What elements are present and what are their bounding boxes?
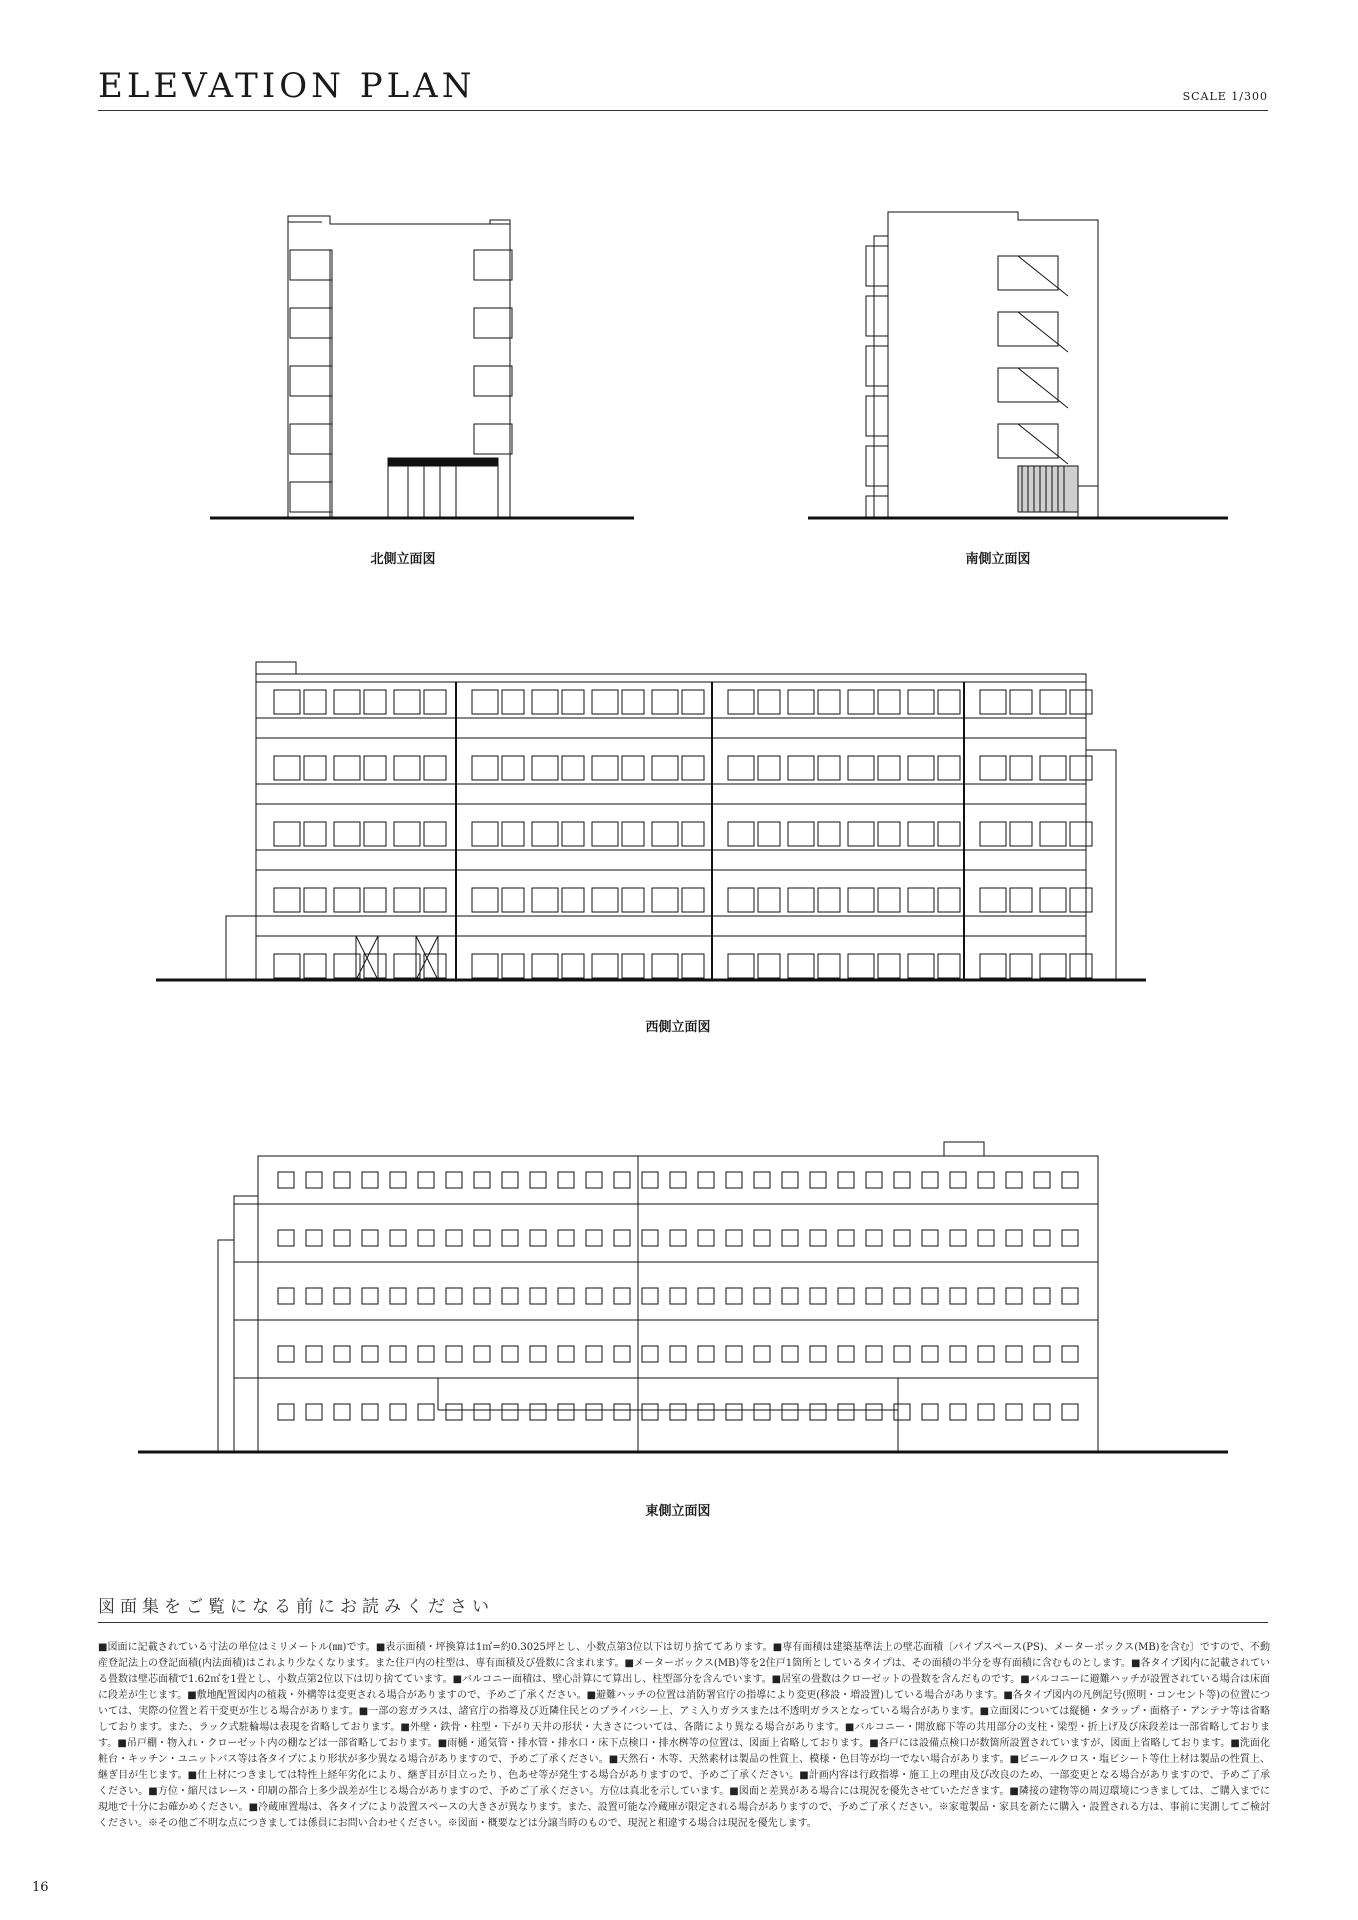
window: [364, 756, 386, 780]
window: [848, 690, 874, 714]
window: [614, 1230, 630, 1246]
window: [682, 690, 704, 714]
window: [334, 690, 360, 714]
window: [758, 690, 780, 714]
window: [502, 1230, 518, 1246]
window: [418, 1404, 434, 1420]
window: [848, 888, 874, 912]
window: [866, 1346, 882, 1362]
window: [754, 1230, 770, 1246]
window: [278, 1288, 294, 1304]
window: [278, 1346, 294, 1362]
window: [950, 1172, 966, 1188]
window: [782, 1230, 798, 1246]
north-elevation-caption: 北側立面図: [370, 552, 436, 567]
notes-title: 図面集をご覧になる前にお読みください: [98, 1597, 494, 1617]
window: [908, 822, 934, 846]
window: [622, 756, 644, 780]
window: [1006, 1288, 1022, 1304]
window: [728, 756, 754, 780]
window: [1034, 1404, 1050, 1420]
window: [614, 1404, 630, 1420]
window: [362, 1404, 378, 1420]
window: [950, 1288, 966, 1304]
window: [670, 1404, 686, 1420]
window: [782, 1172, 798, 1188]
window: [1034, 1230, 1050, 1246]
window: [788, 690, 814, 714]
window: [1040, 822, 1066, 846]
window: [726, 1230, 742, 1246]
window: [530, 1172, 546, 1188]
window: [306, 1172, 322, 1188]
window: [586, 1230, 602, 1246]
window: [698, 1404, 714, 1420]
window: [474, 1346, 490, 1362]
window: [304, 888, 326, 912]
window: [1040, 690, 1066, 714]
window: [394, 756, 420, 780]
window: [390, 1172, 406, 1188]
window: [362, 1230, 378, 1246]
window: [810, 1172, 826, 1188]
window: [1070, 756, 1092, 780]
window: [682, 954, 704, 978]
window: [698, 1346, 714, 1362]
notes-body: ■図面に記載されている寸法の単位はミリメートル(㎜)です。■表示面積・坪換算は1㎡=約0.3025坪とし、小数点第3位以下は切り捨ててあります。■専有面積は建築基準法上の壁芯面積〔パイプスペース(PS)、メーターボックス(MB)を含む〕ですので、不動産登記法上の登記面積(内法面積)はこれより少なくなります。また住戸内の柱型は、専有面積及び畳数に含まれます。■メーターボックス(MB)等を2住戸1箇所としているタイプは、その面積の半分を専有面積に含むものとします。■各タイプ図内に記載されている畳数は壁芯面積で1.62㎡を1畳とし、小数点第2位以下は切り捨てています。■バルコニー面積は、壁心計算にて算出し、柱型部分を含んでいます。■居室の畳数はクローゼットの畳数を含んだものです。■バルコニーに避難ハッチが設置されている場合は床面に段差が生じます。■敷地配置図内の植栽・外構等は変更される場合がありますので、予めご了承ください。■避難ハッチの位置は消防署官庁の指導により変更(移設・増設置)している場合があります。■各タイプ図内の凡例記号(照明・コンセント等)の位置については、実際の位置と若干変更が生じる場合があります。■一部の窓ガラスは、諸官庁の指導及び近隣住民とのプライバシー上、アミ入りガラスまたは不透明ガラスとなっている場合があります。■立面図については縦樋・タラップ・面格子・アンテナ等は省略しております。また、ラック式駐輪場は表現を省略しております。■外壁・鉄骨・柱型・下がり天井の形状・大きさについては、各階により異なる場合があります。■バルコニー・開放廊下等の共用部分の支柱・梁型・折上げ及び床段差は一部省略しております。■吊戸棚・物入れ・クローゼット内の棚などは一部省略しております。■雨樋・通気管・排水管・排水口・床下点検口・排水桝等の位置は、図面上省略しております。■各戸には設備点検口が数箇所設置されていますが、図面上省略しております。■洗面化粧台・キッチン・ユニットバス等は各タイプにより形状が多少異なる場合がありますので、予めご了承ください。■天然石・木等、天然素材は製品の性質上、模様・色目等が均一でない場合があります。■ビニールクロス・塩ビシート等仕上材は製品の性質上、継ぎ目が生じます。■仕上材につきましては特性上経年劣化により、継ぎ目が目立ったり、色あせ等が発生する場合がありますので、予めご了承ください。■計画内容は行政指導・施工上の理由及び改良のため、一部変更となる場合がありますので、予めご了承ください。■方位・縮尺はレース・印刷の都合上多少誤差が生じる場合がありますので、予めご了承ください。方位は真北を示しています。■図面と差異がある場合には現況を優先させていただきます。■隣接の建物等の周辺環境につきましては、ご購入までに現地で十分にお確かめください。■冷蔵庫置場は、各タイプにより設置スペースの大きさが異なります。また、設置可能な冷蔵庫が限定される場合がありますので、予めご了承ください。※家電製品・家具を新たに購入・設置される方は、事前に実測してご検討ください。※その他ご不明な点につきましては係員にお問い合わせください。※図面・概要などは分譲当時のもので、現況と相違する場合は現況を優先します。: [98, 1642, 1270, 1829]
window: [838, 1230, 854, 1246]
window: [1010, 822, 1032, 846]
window: [502, 756, 524, 780]
page-number: 16: [32, 1880, 49, 1895]
window: [978, 1230, 994, 1246]
window: [1070, 888, 1092, 912]
window: [614, 1346, 630, 1362]
window: [614, 1288, 630, 1304]
window: [592, 888, 618, 912]
window: [818, 888, 840, 912]
window: [474, 1172, 490, 1188]
window: [502, 1288, 518, 1304]
window: [562, 822, 584, 846]
window: [532, 822, 558, 846]
window: [622, 822, 644, 846]
window: [978, 1404, 994, 1420]
window: [782, 1288, 798, 1304]
window: [446, 1346, 462, 1362]
window: [978, 1346, 994, 1362]
window: [938, 756, 960, 780]
window: [980, 954, 1006, 978]
window: [980, 888, 1006, 912]
window: [562, 888, 584, 912]
window: [502, 690, 524, 714]
window: [586, 1404, 602, 1420]
window: [908, 690, 934, 714]
window: [950, 1346, 966, 1362]
window: [922, 1288, 938, 1304]
window: [1006, 1346, 1022, 1362]
window: [698, 1172, 714, 1188]
window: [418, 1172, 434, 1188]
window: [530, 1230, 546, 1246]
window: [622, 954, 644, 978]
window: [878, 954, 900, 978]
window: [306, 1346, 322, 1362]
window: [922, 1230, 938, 1246]
window: [592, 954, 618, 978]
window: [418, 1288, 434, 1304]
window: [446, 1288, 462, 1304]
window: [274, 822, 300, 846]
window: [586, 1346, 602, 1362]
window: [334, 756, 360, 780]
window: [1070, 690, 1092, 714]
window: [922, 1172, 938, 1188]
scale-label: SCALE 1/300: [1182, 90, 1268, 103]
window: [390, 1346, 406, 1362]
window: [758, 756, 780, 780]
window: [726, 1404, 742, 1420]
window: [532, 690, 558, 714]
window: [728, 822, 754, 846]
window: [838, 1346, 854, 1362]
window: [562, 756, 584, 780]
window: [978, 1172, 994, 1188]
window: [394, 822, 420, 846]
window: [670, 1172, 686, 1188]
window: [586, 1288, 602, 1304]
window: [758, 888, 780, 912]
window: [1062, 1172, 1078, 1188]
window: [1034, 1288, 1050, 1304]
window: [530, 1288, 546, 1304]
window: [394, 690, 420, 714]
window: [424, 756, 446, 780]
window: [390, 1404, 406, 1420]
window: [530, 1346, 546, 1362]
window: [274, 756, 300, 780]
window: [558, 1346, 574, 1362]
window: [502, 1346, 518, 1362]
window: [472, 756, 498, 780]
window: [938, 954, 960, 978]
window: [558, 1288, 574, 1304]
window: [980, 690, 1006, 714]
window: [978, 1288, 994, 1304]
window: [1062, 1404, 1078, 1420]
window: [562, 954, 584, 978]
window: [908, 888, 934, 912]
window: [502, 1404, 518, 1420]
window: [894, 1230, 910, 1246]
window: [530, 1404, 546, 1420]
window: [878, 822, 900, 846]
window: [642, 1230, 658, 1246]
window: [418, 1230, 434, 1246]
notes-rule: [98, 1622, 1268, 1623]
window: [726, 1346, 742, 1362]
window: [474, 1288, 490, 1304]
window: [274, 888, 300, 912]
window: [474, 1230, 490, 1246]
window: [1040, 888, 1066, 912]
window: [558, 1404, 574, 1420]
window: [652, 756, 678, 780]
window: [894, 1346, 910, 1362]
window: [334, 888, 360, 912]
window: [278, 1230, 294, 1246]
window: [922, 1346, 938, 1362]
west-elevation-drawing: [156, 660, 1146, 980]
window: [1070, 954, 1092, 978]
window: [866, 1404, 882, 1420]
window: [472, 954, 498, 978]
window: [848, 756, 874, 780]
window: [306, 1230, 322, 1246]
window: [980, 822, 1006, 846]
window: [652, 690, 678, 714]
window: [894, 1288, 910, 1304]
window: [614, 1172, 630, 1188]
window: [938, 888, 960, 912]
window: [810, 1404, 826, 1420]
east-elevation-drawing: [138, 1140, 1228, 1460]
window: [304, 822, 326, 846]
west-elevation-caption: 西側立面図: [645, 1020, 711, 1035]
window: [754, 1288, 770, 1304]
window: [728, 690, 754, 714]
window: [390, 1230, 406, 1246]
window: [838, 1288, 854, 1304]
window: [642, 1346, 658, 1362]
window: [502, 1172, 518, 1188]
window: [304, 954, 326, 978]
window: [980, 756, 1006, 780]
window: [938, 690, 960, 714]
window: [838, 1404, 854, 1420]
window: [866, 1230, 882, 1246]
window: [758, 954, 780, 978]
window: [362, 1288, 378, 1304]
window: [818, 756, 840, 780]
window: [1062, 1346, 1078, 1362]
window: [532, 888, 558, 912]
window: [334, 1230, 350, 1246]
window: [362, 1172, 378, 1188]
window: [1010, 954, 1032, 978]
window: [878, 690, 900, 714]
window: [1006, 1172, 1022, 1188]
window: [950, 1404, 966, 1420]
window: [782, 1404, 798, 1420]
window: [670, 1346, 686, 1362]
window: [818, 954, 840, 978]
window: [558, 1230, 574, 1246]
window: [472, 822, 498, 846]
window: [652, 822, 678, 846]
window: [878, 888, 900, 912]
window: [424, 888, 446, 912]
window: [698, 1288, 714, 1304]
window: [334, 1346, 350, 1362]
window: [670, 1230, 686, 1246]
window: [472, 888, 498, 912]
window: [682, 756, 704, 780]
south-elevation-drawing: [808, 196, 1228, 526]
window: [754, 1172, 770, 1188]
window: [622, 690, 644, 714]
window: [558, 1172, 574, 1188]
window: [364, 690, 386, 714]
window: [922, 1404, 938, 1420]
window: [472, 690, 498, 714]
south-elevation-caption: 南側立面図: [965, 552, 1031, 567]
window: [788, 954, 814, 978]
window: [1010, 888, 1032, 912]
window: [532, 756, 558, 780]
window: [1034, 1346, 1050, 1362]
east-elevation-caption: 東側立面図: [645, 1504, 711, 1519]
header-rule: [98, 110, 1268, 111]
window: [642, 1404, 658, 1420]
window: [474, 1404, 490, 1420]
window: [894, 1172, 910, 1188]
window: [278, 1404, 294, 1420]
window: [1070, 822, 1092, 846]
window: [788, 756, 814, 780]
window: [728, 888, 754, 912]
window: [726, 1288, 742, 1304]
window: [698, 1230, 714, 1246]
window: [304, 690, 326, 714]
window: [1062, 1288, 1078, 1304]
window: [818, 690, 840, 714]
window: [278, 1172, 294, 1188]
window: [758, 822, 780, 846]
window: [362, 1346, 378, 1362]
window: [502, 954, 524, 978]
window: [418, 1346, 434, 1362]
window: [866, 1172, 882, 1188]
window: [446, 1404, 462, 1420]
window: [810, 1346, 826, 1362]
window: [502, 888, 524, 912]
window: [754, 1346, 770, 1362]
window: [622, 888, 644, 912]
window: [274, 690, 300, 714]
window: [306, 1404, 322, 1420]
window: [1006, 1230, 1022, 1246]
window: [306, 1288, 322, 1304]
window: [364, 888, 386, 912]
window: [788, 822, 814, 846]
window: [334, 1172, 350, 1188]
window: [424, 690, 446, 714]
north-elevation-drawing: [210, 190, 630, 530]
window: [364, 822, 386, 846]
window: [304, 756, 326, 780]
window: [1010, 690, 1032, 714]
window: [878, 756, 900, 780]
window: [810, 1230, 826, 1246]
window: [788, 888, 814, 912]
window: [424, 822, 446, 846]
page-title: ELEVATION PLAN: [98, 66, 476, 106]
window: [334, 1288, 350, 1304]
window: [726, 1172, 742, 1188]
window: [592, 690, 618, 714]
window: [334, 1404, 350, 1420]
window: [670, 1288, 686, 1304]
window: [682, 888, 704, 912]
window: [728, 954, 754, 978]
window: [642, 1172, 658, 1188]
window: [1006, 1404, 1022, 1420]
window: [334, 822, 360, 846]
window: [274, 954, 300, 978]
window: [532, 954, 558, 978]
window: [866, 1288, 882, 1304]
window: [848, 822, 874, 846]
window: [682, 822, 704, 846]
window: [1040, 954, 1066, 978]
window: [446, 1230, 462, 1246]
window: [894, 1404, 910, 1420]
window: [592, 822, 618, 846]
window: [562, 690, 584, 714]
window: [818, 822, 840, 846]
window: [586, 1172, 602, 1188]
window: [642, 1288, 658, 1304]
window: [838, 1172, 854, 1188]
window: [652, 888, 678, 912]
window: [652, 954, 678, 978]
window: [1010, 756, 1032, 780]
window: [782, 1346, 798, 1362]
window: [950, 1230, 966, 1246]
window: [390, 1288, 406, 1304]
window: [502, 822, 524, 846]
window: [1034, 1172, 1050, 1188]
window: [908, 756, 934, 780]
window: [810, 1288, 826, 1304]
window: [1062, 1230, 1078, 1246]
window: [592, 756, 618, 780]
window: [938, 822, 960, 846]
window: [908, 954, 934, 978]
window: [754, 1404, 770, 1420]
window: [1040, 756, 1066, 780]
window: [446, 1172, 462, 1188]
window: [848, 954, 874, 978]
window: [394, 888, 420, 912]
